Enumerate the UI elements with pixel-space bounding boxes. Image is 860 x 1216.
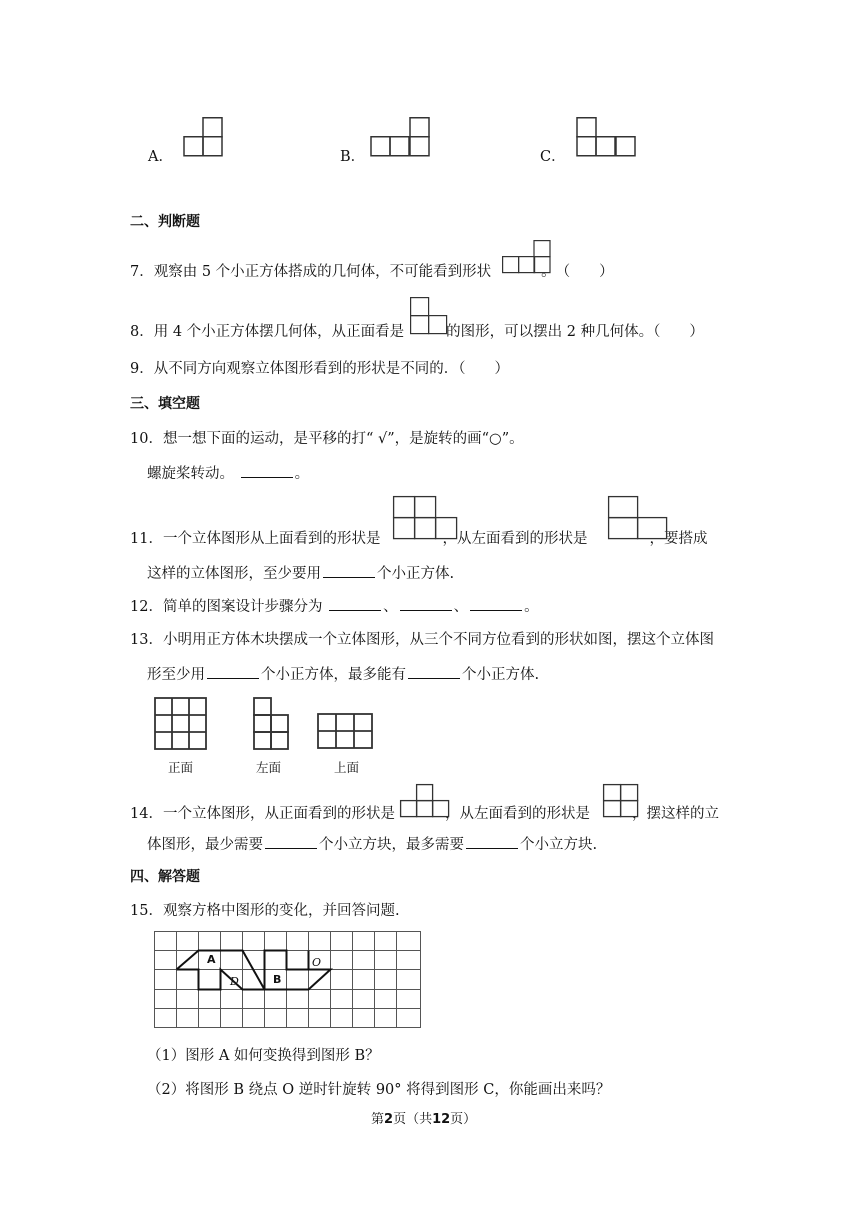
q11-left-view-figure [608, 496, 672, 544]
q10-sub [147, 463, 309, 484]
section-judge-heading: 二、判断题 [130, 214, 200, 230]
q11-part1: 11．一个立体图形从上面看到的形状是 [130, 531, 381, 547]
q13-caption-front: 正面 [168, 760, 194, 775]
question-10: 10．想一想下面的运动，是平移的打“ √”，是旋转的画“○”。 [130, 431, 524, 447]
q14-blank-2[interactable] [466, 834, 518, 849]
page-footer [371, 1110, 476, 1130]
q10-blank[interactable] [241, 463, 293, 478]
q11-blank[interactable] [323, 563, 375, 578]
q10-sub-end: 。 [294, 466, 310, 482]
q14-part2: ，从左面看到的形状是 [444, 806, 590, 822]
q13-line2-b: 个小正方体，最多能有 [261, 667, 406, 683]
footer-pre: 第 [371, 1112, 385, 1127]
option-b-figure [370, 117, 432, 157]
option-a-label: A． [148, 149, 173, 165]
footer-mid: 页（共 [393, 1112, 433, 1127]
q11-line2-b: 个小正方体. [377, 566, 455, 582]
q8-text: 8．用 4 个小正方体摆几何体，从正面看是 [130, 324, 405, 340]
section-answer-heading: 四、解答题 [130, 869, 200, 885]
q12-blank-1[interactable] [329, 596, 381, 611]
question-13-line1: 13．小明用正方体木块摆成一个立体图形，从三个不同方位看到的形状如图，摆这个立体图 [130, 632, 714, 648]
q13-front-view-figure [154, 697, 210, 751]
option-c-label: C． [540, 149, 566, 165]
q15-sub-question-2: （2）将图形 B 绕点 O 逆时针旋转 90° 将得到图形 C，你能画出来吗？ [147, 1082, 611, 1098]
option-a-figure [183, 117, 225, 157]
q8-figure [410, 297, 450, 337]
option-b-label: B． [340, 149, 366, 165]
q13-top-view-figure [317, 713, 375, 751]
q10-sub-text: 螺旋桨转动。 [147, 466, 234, 482]
q14-line2-a: 体图形，最少需要 [147, 837, 263, 853]
question-9: 9．从不同方向观察立体图形看到的形状是不同的．（ ） [130, 361, 509, 377]
question-12 [130, 596, 539, 617]
q13-caption-left: 左面 [256, 760, 282, 775]
q15-label-b: B [273, 973, 282, 986]
q14-line2-c: 个小立方块. [520, 837, 598, 853]
q15-label-d: D [230, 975, 239, 988]
question-15: 15．观察方格中图形的变化，并回答问题. [130, 903, 400, 919]
q12-blank-3[interactable] [470, 596, 522, 611]
q11-part2: ，从左面看到的形状是 [442, 531, 588, 547]
q12-end: 。 [524, 599, 539, 615]
q12-sep1: 、 [383, 599, 398, 615]
q14-part1: 14．一个立体图形，从正面看到的形状是 [130, 806, 395, 822]
footer-post: 页） [450, 1112, 477, 1127]
q13-blank-1[interactable] [207, 664, 259, 679]
footer-total-pages: 12 [432, 1112, 451, 1127]
q11-top-view-figure [393, 496, 457, 544]
q13-left-view-figure [253, 697, 293, 751]
footer-page-number: 2 [384, 1112, 394, 1127]
q11-line2-a: 这样的立体图形，至少要用 [147, 566, 321, 582]
q8-end: 的图形，可以摆出 2 种几何体。（ ） [446, 324, 704, 340]
q12-sep2: 、 [453, 599, 469, 615]
q15-label-a: A [207, 953, 216, 966]
q13-blank-2[interactable] [408, 664, 460, 679]
q13-line2-c: 个小正方体. [462, 667, 540, 683]
q12-blank-2[interactable] [400, 596, 452, 611]
q15-grid-figure [154, 931, 424, 1031]
q14-front-view-figure [400, 784, 452, 820]
q13-caption-top: 上面 [334, 760, 360, 775]
question-11-line2 [147, 563, 454, 584]
section-fill-heading: 三、填空题 [130, 396, 200, 412]
q12-text: 12．简单的图案设计步骤分为 [130, 599, 323, 615]
q15-sub-question-1: （1）图形 A 如何变换得到图形 B？ [147, 1048, 380, 1064]
q13-line2-a: 形至少用 [147, 667, 205, 683]
option-c-figure [576, 117, 638, 157]
q7-figure [502, 240, 552, 276]
q7-text: 7．观察由 5 个小正方体搭成的几何体，不可能看到形状 [130, 264, 492, 280]
q14-line2-b: 个小立方块，最多需要 [319, 837, 464, 853]
q11-part3: ，要搭成 [649, 531, 708, 547]
q14-left-view-figure [603, 784, 643, 820]
q14-blank-1[interactable] [265, 834, 317, 849]
question-13-line2 [147, 664, 539, 685]
q15-label-o: O [312, 956, 322, 969]
question-14-line2 [147, 834, 597, 855]
q7-end: 。 （ ） [541, 264, 614, 280]
q14-part3: ，摆这样的立 [631, 806, 719, 822]
